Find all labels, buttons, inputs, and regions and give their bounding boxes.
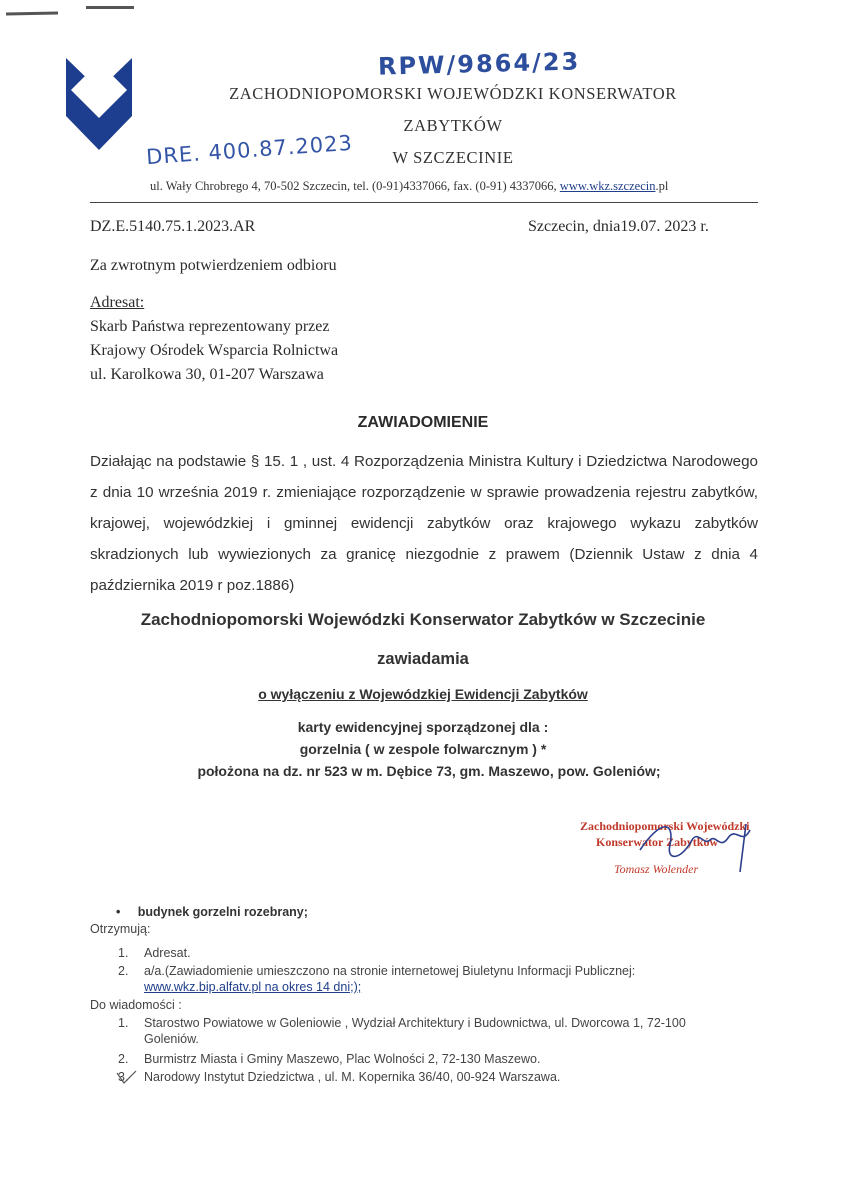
contact-text: ul. Wały Chrobrego 4, 70-502 Szczecin, tel. (0-91)4337066, fax. (0-91) 4337066, [150,179,557,193]
website-link[interactable]: www.wkz.szczecin [559,179,656,193]
registry-stamp: RPW/9864/23 [377,47,581,81]
handwritten-check-mark [116,1069,138,1087]
addressee-line: Krajowy Ośrodek Wsparcia Rolnictwa [90,342,339,359]
card-line: gorzelnia ( w zespole folwarcznym ) * [299,741,547,757]
list-number: 1. [118,946,129,960]
signature-stamp-line: Zachodniopomorski Wojewódzki [580,819,750,833]
list-number: 2. [118,1052,129,1066]
org-name-line1: ZACHODNIOPOMORSKI WOJEWÓDZKI KONSERWATOR [229,84,677,103]
notifies-word: zawiadamia [377,650,469,668]
handwritten-note: DRE. 400.87.2023 [145,130,354,170]
document-date: Szczecin, dnia19.07. 2023 r. [528,218,709,235]
bullet-dot: • [116,905,138,919]
legal-basis-paragraph: Działając na podstawie § 15. 1 , ust. 4 Rozporządzenia Ministra Kultury i Dziedzictwa Narodowego z dnia 10 września 2019 r. zmieniające rozporządzenie w sprawie prowadzenia rejestru zabytków, krajowej, wojewódzkiej i gminnej ewidencji zabytków oraz krajowego wykazu zabytków skradzionych lub wywiezionych za granicę niezgodnie z prawem (Dziennik Ustaw z dnia 4 października 2019 r poz.1886) [90,453,758,594]
addressee-label: Adresat: [90,294,145,311]
list-item: Narodowy Instytut Dziedzictwa , ul. M. Kopernika 36/40, 00-924 Warszawa. [144,1070,561,1084]
list-item-cont: Goleniów. [144,1032,199,1046]
card-line: położona na dz. nr 523 w m. Dębice 73, gm. Maszewo, pow. Goleniów; [197,763,661,779]
list-number: 2. [118,964,129,978]
reference-number: DZ.E.5140.75.1.2023.AR [90,218,256,235]
website-suffix: .pl [655,179,669,193]
org-name-line2: ZABYTKÓW [403,116,503,135]
handwritten-signature [600,810,760,880]
addressee-line: Skarb Państwa reprezentowany przez [90,318,330,335]
list-number: 3. [118,1070,129,1084]
cc-label: Do wiadomości : [90,998,182,1012]
addressee-line: ul. Karolkowa 30, 01-207 Warszawa [90,366,324,383]
org-name-line3: W SZCZECINIE [392,148,514,167]
bip-link[interactable]: www.wkz.bip.alfatv.pl na okres 14 dni;); [144,980,362,994]
list-item: a/a.(Zawiadomienie umieszczono na stronie internetowej Biuletynu Informacji Publicznej: [144,964,636,978]
recipients-label: Otrzymują: [90,922,151,936]
list-number: 1. [118,1016,129,1030]
note-bullet [116,905,308,919]
list-item: Burmistrz Miasta i Gminy Maszewo, Plac Wolności 2, 72-130 Maszewo. [144,1052,541,1066]
header-divider [90,202,758,203]
list-item: Starostwo Powiatowe w Goleniowie , Wydział Architektury i Budownictwa, ul. Dworcowa 1, 72-100 [144,1016,686,1030]
card-line: karty ewidencyjnej sporządzonej dla : [297,719,549,735]
announcer: Zachodniopomorski Wojewódzki Konserwator Zabytków w Szczecinie [140,610,706,629]
signatory-name: Tomasz Wolender [614,862,699,876]
document-title: ZAWIADOMIENIE [357,414,489,431]
contact-line [150,179,668,194]
signature-stamp-line: Konserwator Zabytków [596,835,719,849]
list-item: Adresat. [144,946,191,960]
scan-mark [6,12,58,16]
subject-line: o wyłączeniu z Wojewódzkiej Ewidencji Zabytków [258,686,588,702]
receipt-note: Za zwrotnym potwierdzeniem odbioru [90,257,337,274]
scan-mark [86,6,134,9]
note-text: budynek gorzelni rozebrany; [137,905,308,919]
coat-of-arms-logo [64,56,134,152]
